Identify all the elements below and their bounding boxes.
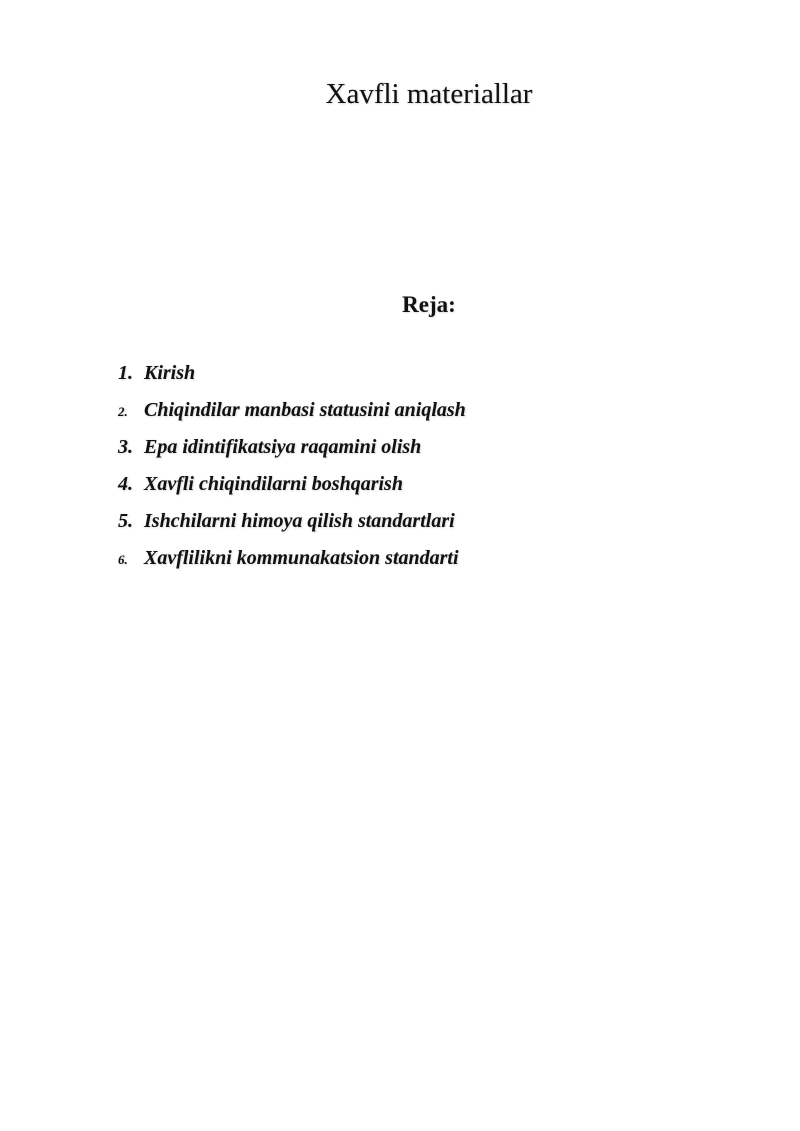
plan-item-number: 5.	[118, 510, 133, 532]
plan-item-number: 2.	[118, 404, 128, 419]
plan-item	[118, 399, 466, 436]
document-title: Xavfli materiallar	[325, 78, 533, 110]
plan-item	[118, 473, 466, 510]
plan-item-number: 4.	[118, 473, 133, 495]
plan-item-text: Epa idintifikatsiya raqamini olish	[144, 436, 422, 458]
plan-item-number: 1.	[118, 362, 133, 384]
plan-item-text: Chiqindilar manbasi statusini aniqlash	[144, 399, 466, 421]
plan-heading: Reja:	[402, 292, 456, 317]
plan-item	[118, 510, 466, 547]
plan-list	[118, 362, 466, 584]
plan-item-text: Ishchilarni himoya qilish standartlari	[144, 510, 455, 532]
plan-item-text: Xavfli chiqindilarni boshqarish	[144, 473, 403, 495]
plan-item-text: Kirish	[144, 362, 196, 384]
plan-item	[118, 547, 466, 584]
plan-item	[118, 436, 466, 473]
plan-item	[118, 362, 466, 399]
plan-item-number: 6.	[118, 552, 128, 567]
plan-item-number: 3.	[118, 436, 133, 458]
plan-item-text: Xavflilikni kommunakatsion standarti	[144, 547, 459, 569]
